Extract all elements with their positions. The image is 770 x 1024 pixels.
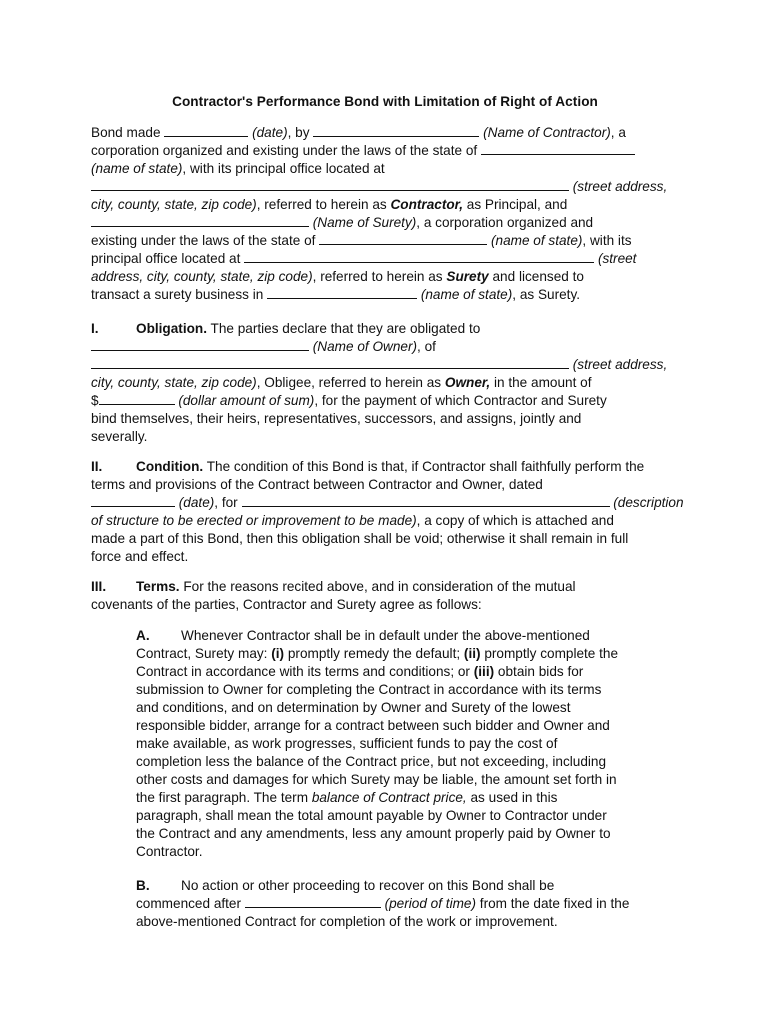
surety-name-blank[interactable] <box>91 214 309 227</box>
clause-b: B. No action or other proceeding to recover on this Bond shall be commenced after (period of time) from the date fixed in the above-mentioned Contract for completion of the work or improvement. <box>136 878 630 929</box>
clause-a: A. Whenever Contractor shall be in default under the above-mentioned Contract, Surety may: (i) promptly remedy the default; (ii) promptly complete the Contract in accordance with its terms and conditions; or (iii) obtain bids for submission to Owner for completing the Contract in accordance with its terms and conditions, and on determination by Owner and Surety of the lowest responsible bidder, arrange for a contract between such bidder and Owner and make available, as work progresses, sufficient funds to pay the cost of completion less the balance of the Contract price, but not exceeding, including other costs and damages for which Surety may be liable, the amount set forth in the first paragraph. The term balance of Contract price, as used in this paragraph, shall mean the total amount payable by Owner to Contractor under the Contract and any amendments, less any amount properly paid by Owner to Contractor. <box>136 628 619 859</box>
terms-section: III. Terms. For the reasons recited above, and in consideration of the mutual covenants of the parties, Contractor and Surety agree as follows: <box>91 579 576 612</box>
dollar-amount-blank[interactable] <box>99 392 175 405</box>
contractor-state-blank[interactable] <box>481 142 635 155</box>
date-blank[interactable] <box>164 124 248 137</box>
contract-date-blank[interactable] <box>91 494 175 507</box>
obligation-section: I. Obligation. The parties declare that they are obligated to (Name of Owner), of (street address, city, county, state, zip code), Obligee, referred to herein as Owner, in the amount of $ (dollar amount of sum), for the payment of which Contractor and Surety bind themselves, their heirs, representatives, successors, and assigns, jointly and severally. <box>91 321 668 444</box>
contractor-name-blank[interactable] <box>313 124 479 137</box>
surety-license-state-blank[interactable] <box>267 286 417 299</box>
condition-section: II. Condition. The condition of this Bond is that, if Contractor shall faithfully perform the terms and provisions of the Contract between Contractor and Owner, dated (date), for (description of structure to be erected or improvement to be made), a copy of which is attached and made a part of this Bond, then this obligation shall be void; otherwise it shall remain in full force and effect. <box>91 459 684 564</box>
surety-state-blank[interactable] <box>319 232 487 245</box>
surety-address-blank[interactable] <box>244 250 594 263</box>
contractor-address-blank[interactable] <box>91 178 569 191</box>
intro-paragraph: Bond made (date), by (Name of Contractor), a corporation organized and existing under the laws of the state of (name of state), with its principal office located at (street address, city, county, state, zip code), referred to herein as Contractor, as Principal, and (Name of Surety), a corporation organized and existing under the laws of the state of (name of state), with its principal office located at (street address, city, county, state, zip code), referred to herein as Surety and licensed to transact a surety business in (name of state), as Surety. <box>91 125 668 302</box>
owner-name-blank[interactable] <box>91 338 309 351</box>
owner-address-blank[interactable] <box>91 356 569 369</box>
period-of-time-blank[interactable] <box>245 895 381 908</box>
document-title: Contractor's Performance Bond with Limitation of Right of Action <box>172 94 598 109</box>
structure-description-blank[interactable] <box>242 494 610 507</box>
